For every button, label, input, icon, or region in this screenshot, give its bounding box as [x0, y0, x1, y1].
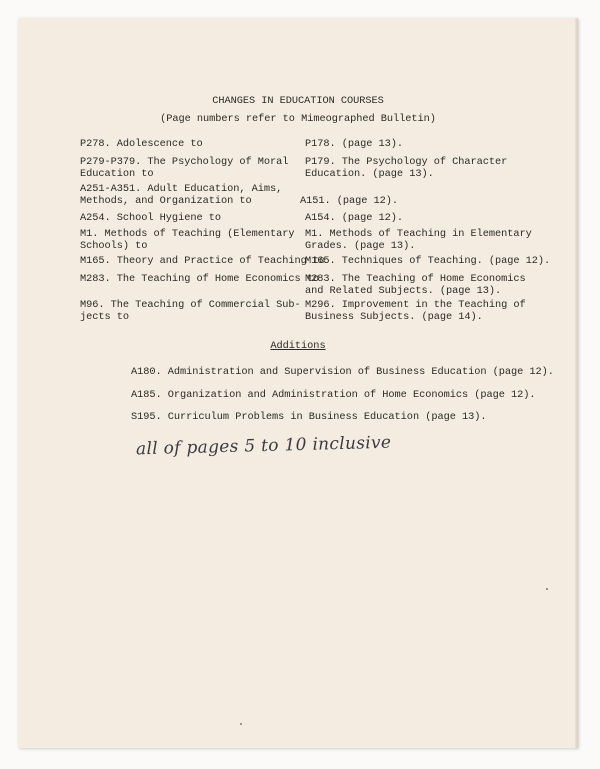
change-to-line: M165. Techniques of Teaching. (page 12).: [305, 255, 551, 267]
additions-heading: Additions: [270, 340, 326, 352]
addition-item: A180. Administration and Supervision of Business Education (page 12).: [131, 366, 554, 378]
addition-item: A185. Organization and Administration of Home Economics (page 12).: [131, 389, 536, 401]
document-page: [18, 18, 578, 748]
change-to-line: A151. (page 12).: [300, 195, 399, 207]
change-from-line: jects to: [80, 311, 130, 323]
document-subtitle: (Page numbers refer to Mimeographed Bulletin): [160, 113, 436, 125]
change-from-line: A254. School Hygiene to: [80, 212, 221, 224]
change-from-line: Schools) to: [80, 240, 148, 252]
change-to-line: Grades. (page 13).: [305, 240, 416, 252]
change-from-line: P279-P379. The Psychology of Moral: [80, 156, 289, 168]
change-to-line: P179. The Psychology of Character: [305, 156, 508, 168]
addition-item: S195. Curriculum Problems in Business Education (page 13).: [131, 411, 487, 423]
change-from-line: M165. Theory and Practice of Teaching to: [80, 255, 326, 267]
change-to-line: A154. (page 12).: [305, 212, 404, 224]
change-from-line: P278. Adolescence to: [80, 138, 203, 150]
change-to-line: M1. Methods of Teaching in Elementary: [305, 228, 532, 240]
change-from-line: M283. The Teaching of Home Economics to: [80, 273, 320, 285]
change-from-line: M96. The Teaching of Commercial Sub-: [80, 299, 301, 311]
change-to-line: P178. (page 13).: [305, 138, 404, 150]
change-from-line: Methods, and Organization to: [80, 195, 252, 207]
change-to-line: M283. The Teaching of Home Economics: [305, 273, 526, 285]
paper-speck: [546, 588, 548, 590]
change-to-line: and Related Subjects. (page 13).: [305, 285, 502, 297]
change-to-line: M296. Improvement in the Teaching of: [305, 299, 526, 311]
change-from-line: Education to: [80, 168, 154, 180]
paper-speck: [240, 723, 242, 725]
change-to-line: Education. (page 13).: [305, 168, 434, 180]
change-to-line: Business Subjects. (page 14).: [305, 311, 483, 323]
change-from-line: A251-A351. Adult Education, Aims,: [80, 183, 283, 195]
document-title: CHANGES IN EDUCATION COURSES: [212, 95, 384, 107]
handwritten-note: all of pages 5 to 10 inclusive: [135, 432, 392, 460]
change-from-line: M1. Methods of Teaching (Elementary: [80, 228, 295, 240]
